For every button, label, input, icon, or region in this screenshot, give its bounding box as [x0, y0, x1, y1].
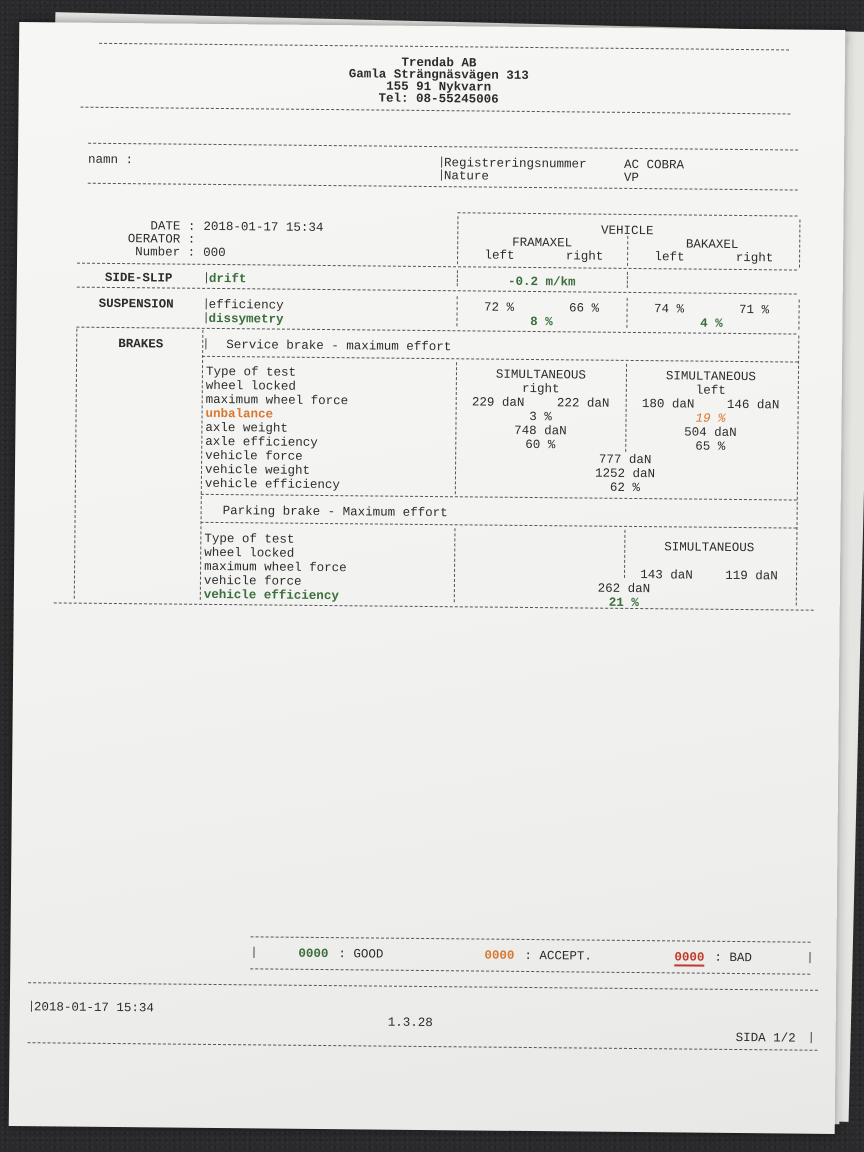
service-veh-force-label: vehicle force [205, 448, 303, 464]
parking-max-force-label: maximum wheel force [204, 559, 347, 576]
rear-axle-header: BAKAXEL [685, 237, 739, 252]
service-vehicle-force: 777 daN [598, 452, 652, 468]
service-type-label: Type of test [205, 364, 297, 380]
susp-front-left: 72 % [484, 300, 515, 315]
parking-rear-force-right: 119 daN [725, 568, 778, 584]
bad-code: 0000 [674, 950, 705, 965]
service-rear-force-right: 146 daN [726, 397, 780, 413]
rear-right-header: right [735, 250, 774, 266]
service-rear-force-left: 180 daN [641, 397, 695, 412]
efficiency-label: efficiency [208, 297, 284, 313]
rear-left-header: left [654, 250, 685, 265]
service-rear-axle-weight: 504 daN [684, 425, 737, 440]
operator-label: OERATOR : [127, 232, 196, 247]
service-brake-title: Service brake - maximum effort [226, 338, 452, 355]
service-vehicle-weight: 1252 daN [594, 466, 656, 482]
service-front-unbalance: 3 % [529, 409, 552, 425]
number-value: 000 [203, 245, 226, 261]
parking-veh-force-label: vehicle force [203, 573, 302, 589]
parking-rear-force-left: 143 daN [640, 568, 693, 583]
rear-dissymetry: 4 % [700, 316, 723, 331]
service-vehicle-efficiency: 62 % [609, 480, 640, 496]
susp-rear-left: 74 % [654, 302, 685, 317]
reg-label: Registreringsnummer [443, 156, 587, 172]
bad-label: : BAD [714, 950, 752, 966]
service-axle-weight-label: axle weight [205, 420, 289, 436]
report-page: Trendab AB Gamla Strängnäsvägen 313 155 91 Nykvarn Tel: 08-55245006 namn : | Registreringsnummer AC COBRA | Nature VP DATE : 2018-01-17 15:34 OERATOR : Number : 000 VEHICLE FRAMAXEL BAKAXEL left right left right SIDE-SLIP | drift -0.2 m/km SUSPENSION | efficiency | dissymetry 72 % 66 % 74 % 71 % 8 % 4 % BRAKES | Service brake - maximum effort Type of test wheel locked maximum wheel force unbalance axle weight axle efficiency vehicle force vehicle weight vehicle efficiency SIMULTANEOUS right 229 daN 222 daN 3 % 748 daN 60 % SIMULTANEOUS left 180 daN 146 daN 19 % 504 daN 65 % 777 daN 1252 daN 62 % Parking brake - Maximum effort Type of test wheel locked maximum wheel force vehicle force vehicle efficiency SIMULTANEOUS 143 daN 119 daN 262 daN 21 % | 0000 : GOOD 0000 : ACCEPT. 0000 : BAD | | 2018-01-17 15:34 1.3.28 SIDA 1/2 | [9, 22, 846, 1134]
reg-value: AC COBRA [623, 157, 685, 173]
front-right-header: right [565, 249, 604, 264]
front-dissymetry: 8 % [530, 314, 553, 330]
service-rear-locked: left [695, 383, 726, 398]
service-front-axle-eff: 60 % [525, 437, 556, 453]
parking-rear-type: SIMULTANEOUS [664, 540, 755, 556]
service-axle-eff-label: axle efficiency [205, 434, 318, 450]
company-name: Trendab AB [401, 55, 477, 71]
parking-vehicle-force: 262 daN [597, 581, 651, 597]
company-phone: Tel: 08-55245006 [378, 91, 499, 107]
side-slip-label: SIDE-SLIP [104, 270, 173, 286]
service-rear-type: SIMULTANEOUS [665, 369, 757, 385]
service-rear-unbalance: 19 % [695, 411, 726, 426]
company-city: 155 91 Nykvarn [386, 79, 492, 95]
service-front-force-left: 229 daN [471, 395, 525, 410]
drift-value: -0.2 m/km [508, 274, 576, 290]
good-label: : GOOD [338, 947, 384, 962]
vehicle-header: VEHICLE [601, 223, 654, 239]
service-unbalance-label: unbalance [205, 406, 274, 422]
service-locked-label: wheel locked [205, 378, 296, 394]
footer-page: SIDA 1/2 [735, 1030, 796, 1046]
number-label: Number : [135, 245, 196, 260]
company-street: Gamla Strängnäsvägen 313 [348, 67, 529, 83]
brakes-label: BRAKES [118, 337, 164, 352]
accept-code: 0000 [484, 948, 515, 963]
service-front-locked: right [521, 381, 560, 397]
service-veh-eff-label: vehicle efficiency [204, 476, 340, 493]
drift-label: drift [208, 271, 247, 287]
footer-version: 1.3.28 [387, 1015, 433, 1031]
date-value: 2018-01-17 15:34 [203, 219, 324, 235]
service-rear-axle-eff: 65 % [695, 439, 726, 454]
good-code: 0000 [298, 946, 329, 962]
parking-veh-eff-label: vehicle efficiency [203, 587, 339, 604]
susp-front-right: 66 % [569, 301, 600, 316]
parking-brake-title: Parking brake - Maximum effort [222, 504, 448, 521]
service-front-type: SIMULTANEOUS [495, 367, 587, 383]
accept-label: : ACCEPT. [524, 948, 592, 964]
service-veh-weight-label: vehicle weight [204, 462, 311, 478]
date-label: DATE : [150, 219, 196, 234]
suspension-label: SUSPENSION [98, 296, 174, 312]
dissymetry-label: dissymetry [208, 311, 284, 327]
name-label: namn : [87, 152, 134, 168]
service-max-force-label: maximum wheel force [205, 392, 349, 409]
parking-locked-label: wheel locked [204, 545, 295, 561]
parking-vehicle-efficiency: 21 % [608, 595, 639, 611]
nature-label: Nature [443, 169, 489, 184]
service-front-axle-weight: 748 daN [514, 423, 567, 439]
service-front-force-right: 222 daN [556, 396, 610, 411]
susp-rear-right: 71 % [739, 302, 770, 318]
footer-date: 2018-01-17 15:34 [33, 1000, 154, 1016]
parking-type-label: Type of test [204, 531, 295, 547]
front-left-header: left [484, 248, 515, 263]
nature-value: VP [623, 170, 639, 186]
front-axle-header: FRAMAXEL [512, 235, 573, 251]
